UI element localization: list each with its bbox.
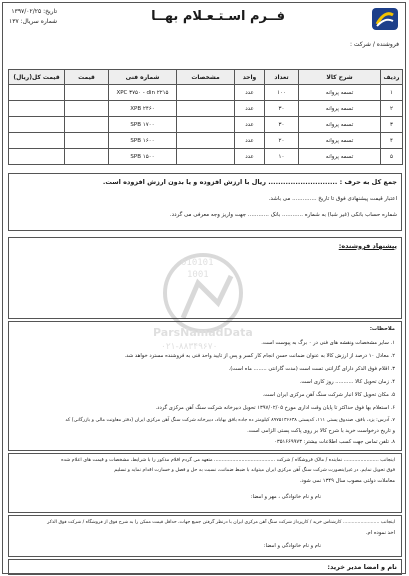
watermark-digits-1: 010101 [181, 258, 214, 268]
col-total-price: قیمت کل(ریال) [9, 70, 65, 85]
header-meta [9, 7, 57, 27]
commitment-line-1: اینجانب ....................... نماینده / مالک فروشگاه / شرکت ........................................ متعهد می گردم اقلام مذکور را با شرایط، مشخصات و قیمت های اعلام شده [61, 458, 395, 463]
agent-signature-field[interactable]: نام و نام خانوادگی و امضا: [263, 543, 321, 549]
items-table [8, 69, 403, 165]
form-title: فــرم اسـتـعـلام بهــا [151, 9, 285, 24]
col-unit: واحد [235, 70, 265, 85]
col-specs: مشخصات [177, 70, 235, 85]
sum-in-words: جمع کل به حرف : ............................ ریال با ارزش افزوده و یا بدون ارزش افزوده است. [102, 178, 397, 186]
watermark-phone: ۰۲۱-۸۸۳۴۹۶۷۰ [161, 342, 218, 352]
col-quantity: تعداد [265, 70, 299, 85]
price-validity: اعتبار قیمت پیشنهادی فوق تا تاریخ .............. می باشد. [268, 196, 397, 202]
note-item: ۵. مکان تحویل کالا انبار شرکت سنگ آهن مرکزی ایران است. [262, 392, 395, 398]
table-row: ۲ تسمه پروانه ۳۰ عدد XPB ۲۴۶۰ [9, 101, 403, 117]
serial-field: شماره سریال: ۱۳۷ [9, 18, 58, 25]
col-row: ردیف [381, 70, 403, 85]
watermark-brand: ParsNamadData [153, 326, 253, 339]
notes-box [8, 321, 402, 451]
commitment-line-2: فوق تحویل نمایم. در غیراینصورت شرکت سنگ آهن مرکزی ایران میتواند با ضبط ضمانت، نسبت به حل و فصل و خسارت اقدام نماید و تسلیم [114, 468, 395, 473]
manager-signature-field[interactable]: نام و امضا مدیر خرید: [327, 563, 397, 571]
manager-box [8, 559, 402, 575]
agent-line-2: اخذ نموده ام. [365, 530, 395, 536]
table-row: ۴ تسمه پروانه ۲۰ عدد SPB ۱۶۰۰ [9, 133, 403, 149]
table-row: ۳ تسمه پروانه ۳۰ عدد SPB ۱۷۰۰ [9, 117, 403, 133]
note-item: ۸. تلفن تماس جهت کسب اطلاعات بیشتر: ۰۳۵۱۶۶۹۹۷۳ [274, 439, 395, 445]
bank-account: شماره حساب بانکی (غیر شبا) به شماره ............ بانک ............ جهت واریز وجه معرفی می گردد. [169, 212, 397, 218]
note-item: ۴. زمان تحویل کالا ........... روز کاری است. [299, 379, 395, 385]
agent-commitment-box [8, 515, 402, 557]
note-item: ۷. آدرس: یزد، بافق، صندوق پستی ۱۱۱، کدپستی ۸۹۷۵۱۳۶۶۳۸ کیلومتر ده جاده بافق بهاباد، دبیرخانه شرکت سنگ آهن مرکزی ایران (دفتر معاونت مالی و بازرگانی) کد [65, 418, 395, 423]
header [3, 3, 405, 35]
col-part-number: شماره فنی [109, 70, 177, 85]
note-item: و تاریخ درخواست خرید با شرح کالا بر روی پاکت پستی الزامی است. [247, 428, 395, 434]
note-item: ۶. استعلام بها فوق حداکثر تا پایان وقت اداری مورخ ۱۳۹۷/۰۲/۰۵ تحویل دبیرخانه شرکت سنگ آهن مرکزی گردد. [155, 405, 395, 411]
company-logo-icon [371, 7, 399, 31]
note-item: ۳. اقلام فوق الذکر دارای گارانتی تست است (مدت گارانتی ........ ماه است). [228, 366, 395, 372]
col-price: قیمت [65, 70, 109, 85]
table-header-row [9, 70, 403, 85]
table-row: ۱ تسمه پروانه ۱۰۰ عدد XPC ۳۷۵۰ - din ۲۲۱۵ [9, 85, 403, 101]
note-item: ۲. معادل ۱۰ درصد از ارزش کالا به عنوان ضمانت حسن انجام کار کسر و پس از تایید واحد فنی به فروشنده مسترد خواهد شد. [124, 353, 395, 359]
vendor-field: فروشنده / شرکت : [349, 41, 399, 48]
totals-box [8, 173, 402, 231]
commitment-line-3: معاملات دولتی مصوب سال ۱۳۴۹ نمی شود. [299, 478, 395, 484]
date-field: تاریخ: ۱۳۹۷/۰۲/۲۵ [11, 8, 58, 15]
watermark-digits-2: 1001 [187, 270, 209, 280]
vendor-suggestion-title: پیشنهاد فروشنده: [338, 242, 397, 250]
vendor-signature-field[interactable]: نام و نام خانوادگی ، مهر و امضا: [250, 494, 321, 500]
vendor-commitment-box [8, 453, 402, 513]
notes-title: ملاحظات: [369, 326, 395, 332]
form-page [2, 2, 406, 574]
note-item: ۱. سایر مشخصات ونقشه های فنی در ۰ برگ به پیوست است. [261, 340, 395, 346]
agent-line-1: اینجانب ......................... کارشناس خرید / کارپرداز شرکت سنگ آهن مرکزی ایران با درنظر گرفتن جمیع جهات، حداقل قیمت ممکن را به شرح فوق از فروشگاه / شرکت فوق الذکر [47, 520, 395, 525]
table-row: ۵ تسمه پروانه ۱۰ عدد SPB ۱۵۰۰ [9, 149, 403, 165]
col-description: شرح کالا [299, 70, 381, 85]
